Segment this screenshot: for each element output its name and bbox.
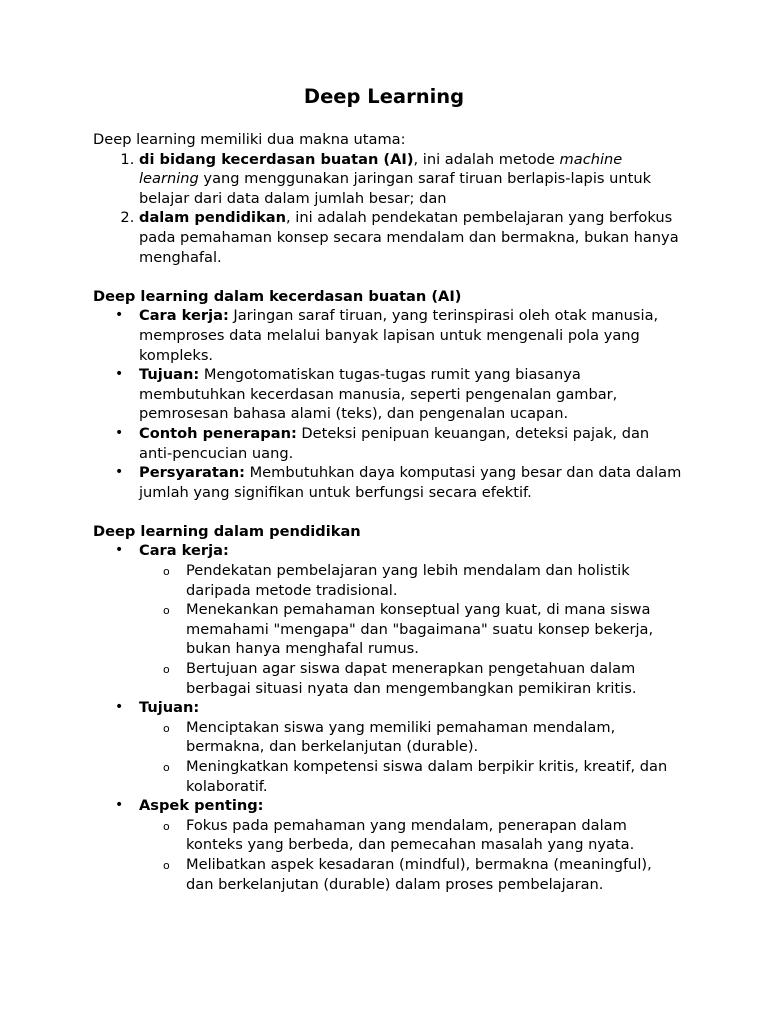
edu-section-list <box>93 541 683 894</box>
sub-list-item: o Melibatkan aspek kesadaran (mindful), bermakna (meaningful), dan berkelanjutan (durable) dalam proses pembelajaran. <box>186 855 683 894</box>
sub-list-item: o Fokus pada pemahaman yang mendalam, penerapan dalam konteks yang berbeda, dan pemecahan masalah yang nyata. <box>186 816 683 855</box>
list-item <box>139 796 683 894</box>
sub-list-item: o Menekankan pemahaman konseptual yang kuat, di mana siswa memahami "mengapa" dan "bagaimana" suatu konsep bekerja, bukan hanya menghafal rumus. <box>186 600 683 659</box>
group-label: Cara kerja: <box>139 542 229 560</box>
group-label: Tujuan: <box>139 699 200 717</box>
list-item <box>139 463 683 502</box>
item-label: Persyaratan: <box>139 464 245 482</box>
sub-list <box>139 816 683 894</box>
meanings-list <box>93 150 683 268</box>
sub-list-item: o Meningkatkan kompetensi siswa dalam berpikir kritis, kreatif, dan kolaboratif. <box>186 757 683 796</box>
list-item <box>139 541 683 698</box>
meaning-text: yang menggunakan jaringan saraf tiruan berlapis-lapis untuk belajar dari data dalam jumlah besar; dan <box>139 170 652 207</box>
item-text: Membutuhkan daya komputasi yang besar dan data dalam jumlah yang signifikan untuk berfungsi secara efektif. <box>139 464 682 501</box>
meaning-italic: machine learning <box>139 150 623 188</box>
item-label: Cara kerja: <box>139 307 229 325</box>
list-item <box>139 424 683 463</box>
list-item <box>139 150 683 209</box>
item-text: Jaringan saraf tiruan, yang terinspirasi oleh otak manusia, memproses data melalui banyak lapisan untuk mengenali pola yang kompleks. <box>139 307 659 364</box>
meaning-bold: dalam pendidikan <box>139 209 287 227</box>
meaning-text: , ini adalah metode <box>413 150 560 168</box>
page-title: Deep Learning <box>303 85 465 108</box>
sub-list-item: o Pendekatan pembelajaran yang lebih mendalam dan holistik daripada metode tradisional. <box>186 561 683 600</box>
list-item <box>139 306 683 365</box>
item-label: Contoh penerapan: <box>139 424 297 442</box>
list-item <box>139 365 683 424</box>
sub-list <box>139 718 683 796</box>
list-item <box>139 698 683 796</box>
intro-paragraph: Deep learning memiliki dua makna utama: <box>93 131 406 148</box>
meaning-text: , ini adalah pendekatan pembelajaran yang berfokus pada pemahaman konsep secara mendalam dan bermakna, bukan hanya menghafal. <box>139 209 679 266</box>
item-text: Mengotomatiskan tugas-tugas rumit yang biasanya membutuhkan kecerdasan manusia, seperti pengenalan gambar, pemrosesan bahasa alami (teks), dan pengenalan ucapan. <box>139 366 618 423</box>
group-label: Aspek penting: <box>139 797 264 815</box>
sub-list <box>139 561 683 698</box>
sub-list-item: o Bertujuan agar siswa dapat menerapkan pengetahuan dalam berbagai situasi nyata dan mengembangkan pemikiran kritis. <box>186 659 683 698</box>
edu-section-heading: Deep learning dalam pendidikan <box>93 522 361 540</box>
sub-list-item: o Menciptakan siswa yang memiliki pemahaman mendalam, bermakna, dan berkelanjutan (durable). <box>186 718 683 757</box>
document-page <box>93 84 683 894</box>
item-text: Deteksi penipuan keuangan, deteksi pajak, dan anti-pencucian uang. <box>139 424 650 462</box>
ai-section-list <box>93 306 683 502</box>
item-label: Tujuan: <box>139 366 200 384</box>
meaning-bold: di bidang kecerdasan buatan (AI) <box>139 150 414 168</box>
list-item <box>139 208 683 267</box>
ai-section-heading: Deep learning dalam kecerdasan buatan (AI) <box>93 287 462 305</box>
